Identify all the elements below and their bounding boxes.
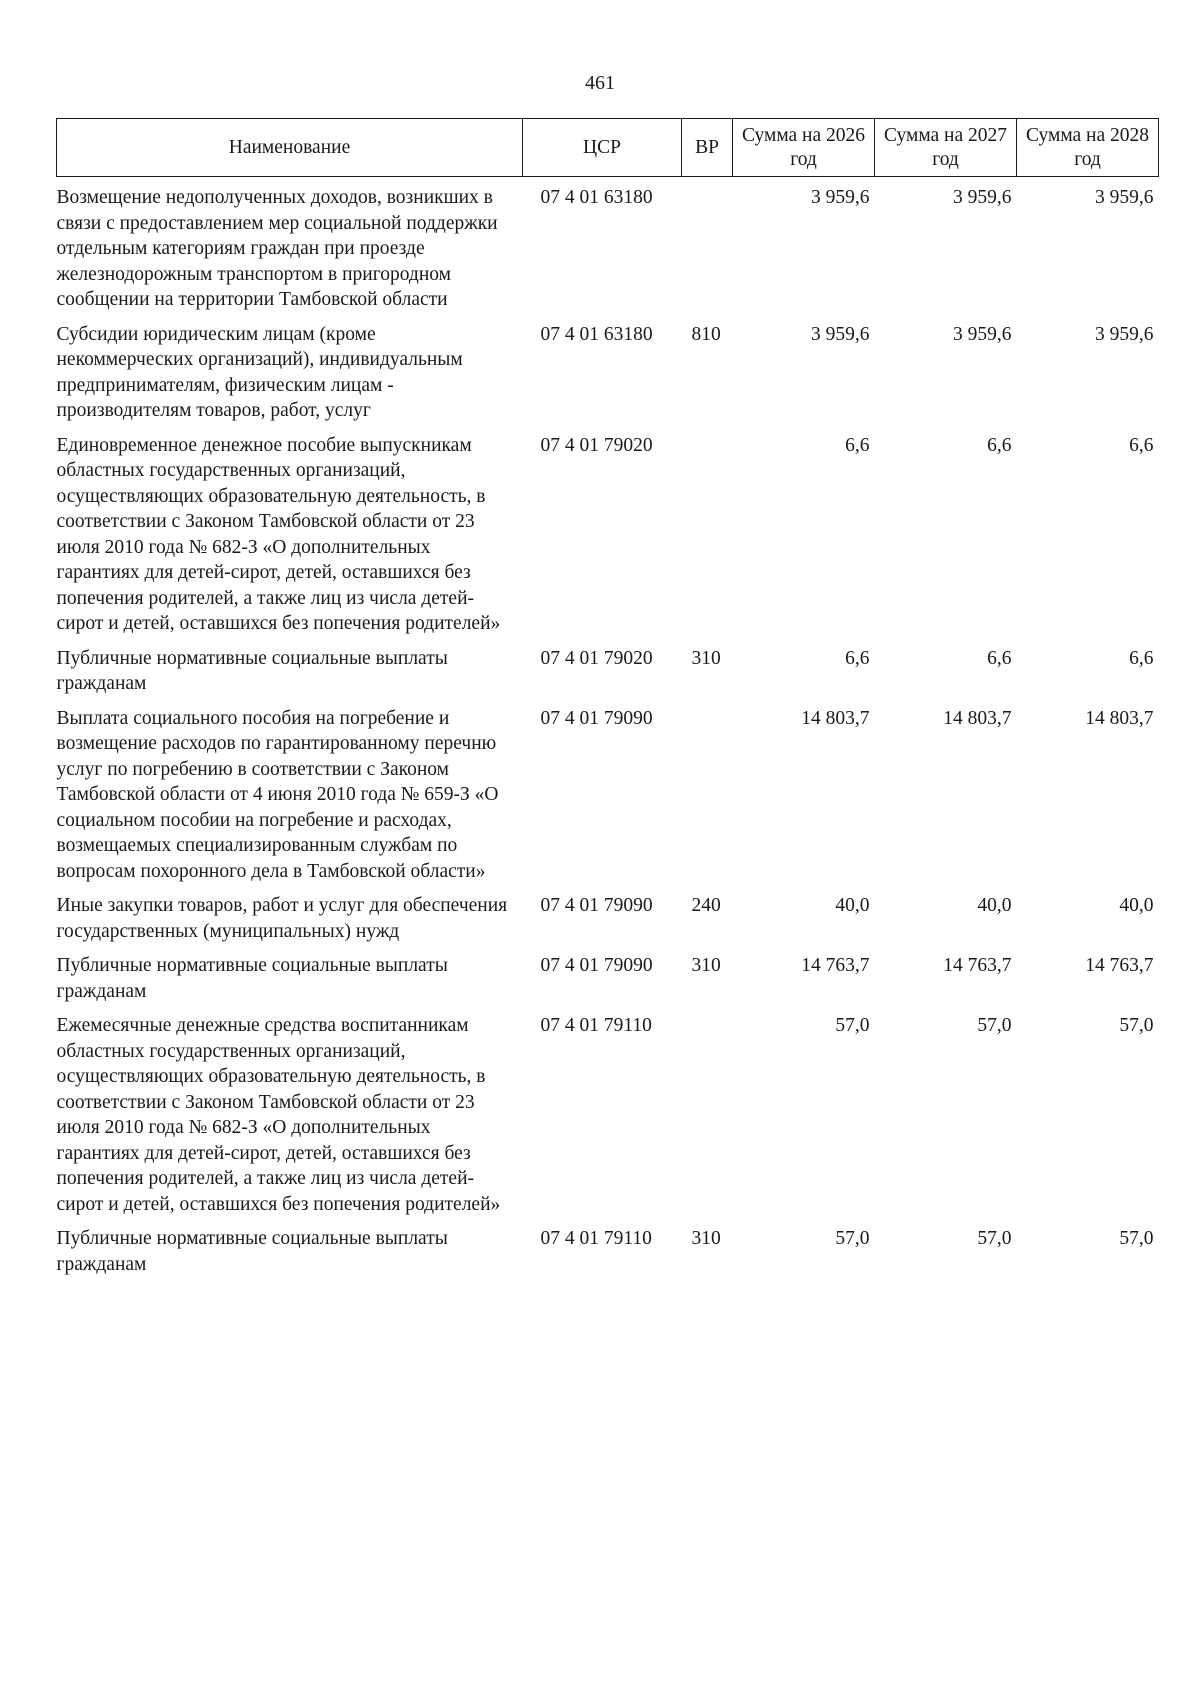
row-name: Публичные нормативные социальные выплаты гражданам — [56, 1228, 448, 1275]
row-vr — [682, 698, 733, 886]
table-row — [57, 314, 1159, 425]
row-sum-2026: 57,0 — [835, 1228, 870, 1249]
row-vr: 310 — [691, 1228, 721, 1249]
row-sum-2027: 6,6 — [987, 647, 1012, 669]
row-csr: 07 4 01 79020 — [540, 434, 653, 456]
row-vr — [682, 1005, 733, 1218]
table-body — [57, 177, 1159, 1279]
table-row — [57, 638, 1159, 698]
table-row — [57, 698, 1159, 886]
row-sum-2027: 3 959,6 — [953, 187, 1012, 208]
row-csr: 07 4 01 79090 — [540, 707, 653, 729]
table-row — [57, 945, 1159, 1005]
row-vr — [682, 177, 733, 314]
row-sum-2028: 6,6 — [1129, 647, 1154, 669]
row-sum-2028: 40,0 — [1119, 895, 1154, 916]
row-sum-2027: 6,6 — [987, 434, 1012, 456]
row-name: Выплата социального пособия на погребение и возмещение расходов по гарантированному перечню услуг по погребению в соответствии с Законом Тамбовской области от 4 июня 2010 года № 659-З «О социальном пособии на погребение и расходах, возмещаемых специализированным службам по вопросам похоронного дела в Тамбовской области» — [56, 707, 499, 882]
row-sum-2027: 3 959,6 — [953, 323, 1012, 345]
row-vr: 310 — [691, 955, 721, 976]
row-sum-2026: 57,0 — [835, 1015, 870, 1036]
table-row — [57, 177, 1159, 314]
row-name: Субсидии юридическим лицам (кроме некоммерческих организаций), индивидуальным предпринимателям, физическим лицам - производителям товаров, работ, услуг — [56, 323, 463, 421]
header-vr: ВР — [682, 119, 733, 177]
table-row — [57, 1218, 1159, 1278]
row-sum-2026: 6,6 — [845, 434, 870, 456]
row-sum-2028: 6,6 — [1129, 434, 1154, 456]
header-sum-2028: Сумма на 2028 год — [1017, 119, 1159, 177]
row-name: Публичные нормативные социальные выплаты гражданам — [56, 647, 448, 694]
row-sum-2026: 14 803,7 — [801, 707, 870, 729]
row-name: Иные закупки товаров, работ и услуг для обеспечения государственных (муниципальных) нужд — [56, 895, 508, 942]
header-sum-2027: Сумма на 2027 год — [875, 119, 1017, 177]
row-sum-2027: 40,0 — [977, 895, 1012, 916]
row-sum-2026: 3 959,6 — [811, 323, 870, 345]
row-sum-2026: 14 763,7 — [801, 955, 870, 976]
row-sum-2028: 3 959,6 — [1095, 323, 1154, 345]
row-sum-2028: 3 959,6 — [1095, 187, 1154, 208]
header-row — [57, 119, 1159, 177]
row-sum-2027: 14 763,7 — [943, 955, 1012, 976]
row-name: Единовременное денежное пособие выпускникам областных государственных организаций, осуществляющих образовательную деятельность, в соответствии с Законом Тамбовской области от 23 июля 2010 года № 682-З «О дополнительных гарантиях для детей-сирот, детей, оставшихся без попечения родителей, а также лиц из числа детей-сирот и детей, оставшихся без попечения родителей» — [56, 434, 501, 634]
page-number: 461 — [585, 72, 615, 94]
row-csr: 07 4 01 79090 — [540, 955, 653, 976]
row-sum-2026: 40,0 — [835, 895, 870, 916]
row-name: Ежемесячные денежные средства воспитанникам областных государственных организаций, осуществляющих образовательную деятельность, в соответствии с Законом Тамбовской области от 23 июля 2010 года № 682-З «О дополнительных гарантиях для детей-сирот, детей, оставшихся без попечения родителей, а также лиц из числа детей-сирот и детей, оставшихся без попечения родителей» — [56, 1015, 501, 1215]
row-sum-2028: 57,0 — [1119, 1015, 1154, 1036]
row-csr: 07 4 01 63180 — [540, 187, 653, 208]
row-csr: 07 4 01 79110 — [540, 1015, 652, 1036]
row-csr: 07 4 01 79110 — [540, 1228, 652, 1249]
row-name: Возмещение недополученных доходов, возникших в связи с предоставлением мер социальной поддержки отдельным категориям граждан при проезде железнодорожным транспортом в пригородном сообщении на территории Тамбовской области — [56, 187, 498, 310]
header-csr: ЦСР — [523, 119, 682, 177]
row-csr: 07 4 01 63180 — [540, 323, 653, 345]
row-sum-2028: 14 763,7 — [1085, 955, 1154, 976]
budget-table — [56, 118, 1159, 1278]
row-csr: 07 4 01 79020 — [540, 647, 653, 669]
row-sum-2027: 14 803,7 — [943, 707, 1012, 729]
table-header — [57, 119, 1159, 177]
header-sum-2026: Сумма на 2026 год — [733, 119, 875, 177]
header-name: Наименование — [57, 119, 523, 177]
row-sum-2026: 6,6 — [845, 647, 870, 669]
table-row — [57, 885, 1159, 945]
table-row — [57, 1005, 1159, 1218]
row-vr: 310 — [691, 647, 721, 669]
row-sum-2026: 3 959,6 — [811, 187, 870, 208]
row-sum-2027: 57,0 — [977, 1015, 1012, 1036]
table-row — [57, 425, 1159, 638]
row-sum-2028: 57,0 — [1119, 1228, 1154, 1249]
row-name: Публичные нормативные социальные выплаты гражданам — [56, 955, 448, 1002]
row-csr: 07 4 01 79090 — [540, 895, 653, 916]
row-vr — [682, 425, 733, 638]
row-vr: 240 — [691, 895, 721, 916]
row-vr: 810 — [691, 323, 721, 345]
row-sum-2028: 14 803,7 — [1085, 707, 1154, 729]
row-sum-2027: 57,0 — [977, 1228, 1012, 1249]
